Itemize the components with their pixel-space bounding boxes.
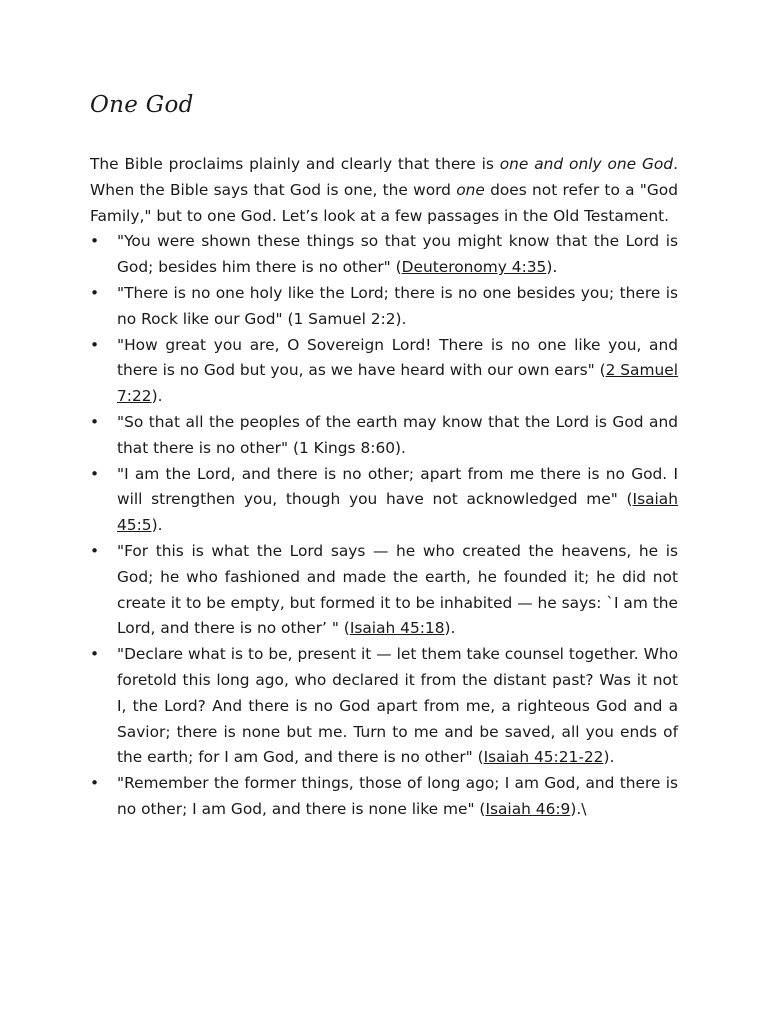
intro-emphasis: one and only one God (499, 155, 674, 173)
verse-text: "Declare what is to be, present it — let them take counsel together. Who foretold this long ago, who declared it from the distant past? Was it not I, the Lord? And there is no God apart from me, a righteous God and a Savior; there is none but me. Turn to me and be saved, all you ends of the earth; for I am God, and there is no other" ( (117, 645, 678, 767)
list-item (90, 462, 678, 539)
scripture-link[interactable]: Isaiah 46:9 (485, 799, 571, 818)
bullet-icon: • (90, 645, 100, 664)
verse-text: "For this is what the Lord says — he who created the heavens, he is God; he who fashioned and made the earth, he founded it; he did not create it to be empty, but formed it to be inhabited — he says: `I am the Lord, and there is no other’ " ( (117, 541, 678, 638)
bullet-icon: • (90, 774, 100, 793)
verse-close: ). (151, 387, 163, 406)
verse-text: "So that all the peoples of the earth may know that the Lord is God and that there is no other" (1 Kings 8:60). (117, 412, 678, 457)
verse-list (90, 229, 678, 822)
list-item (90, 771, 678, 823)
verse-text: "You were shown these things so that you might know that the Lord is God; besides him there is no other" ( (117, 232, 678, 277)
intro-paragraph (90, 152, 678, 229)
bullet-icon: • (90, 412, 100, 431)
bullet-icon: • (90, 335, 100, 354)
scripture-link[interactable]: Isaiah 45:18 (349, 619, 445, 638)
scripture-link[interactable]: Isaiah 45:21-22 (483, 748, 604, 767)
bullet-icon: • (90, 541, 100, 560)
verse-text: "There is no one holy like the Lord; there is no one besides you; there is no Rock like our God" (1 Samuel 2:2). (117, 283, 678, 328)
verse-text: "I am the Lord, and there is no other; apart from me there is no God. I will strengthen you, though you have not acknowledged me" ( (117, 464, 678, 509)
list-item (90, 281, 678, 333)
list-item (90, 642, 678, 771)
bullet-icon: • (90, 232, 100, 251)
document-page (90, 92, 678, 823)
list-item (90, 410, 678, 462)
intro-text: does not refer to a "God Family," but to one God. Let’s look at a few passages in the Old Testament. (90, 180, 678, 225)
scripture-link[interactable]: Isaiah 45:5 (117, 490, 678, 535)
intro-text: The Bible proclaims plainly and clearly that there is (90, 155, 500, 173)
verse-close: ). (603, 748, 615, 767)
verse-close: ). (444, 619, 456, 638)
verse-close: ). (546, 258, 558, 277)
scripture-link[interactable]: Deuteronomy 4:35 (401, 258, 547, 277)
scripture-link[interactable]: 2 Samuel 7:22 (117, 361, 678, 406)
intro-text: . When the Bible says that God is one, the word (90, 155, 678, 199)
intro-emphasis: one (456, 180, 485, 199)
bullet-icon: • (90, 464, 100, 483)
verse-text: "Remember the former things, those of long ago; I am God, and there is no other; I am God, and there is none like me" ( (117, 774, 678, 818)
page-title: One God (90, 92, 194, 118)
bullet-icon: • (90, 283, 100, 302)
verse-close: ). (151, 516, 163, 535)
list-item (90, 539, 678, 642)
list-item (90, 333, 678, 410)
verse-text: "How great you are, O Sovereign Lord! There is no one like you, and there is no God but you, as we have heard with our own ears" ( (117, 335, 678, 380)
verse-close: ).\ (570, 799, 587, 818)
list-item (90, 229, 678, 281)
